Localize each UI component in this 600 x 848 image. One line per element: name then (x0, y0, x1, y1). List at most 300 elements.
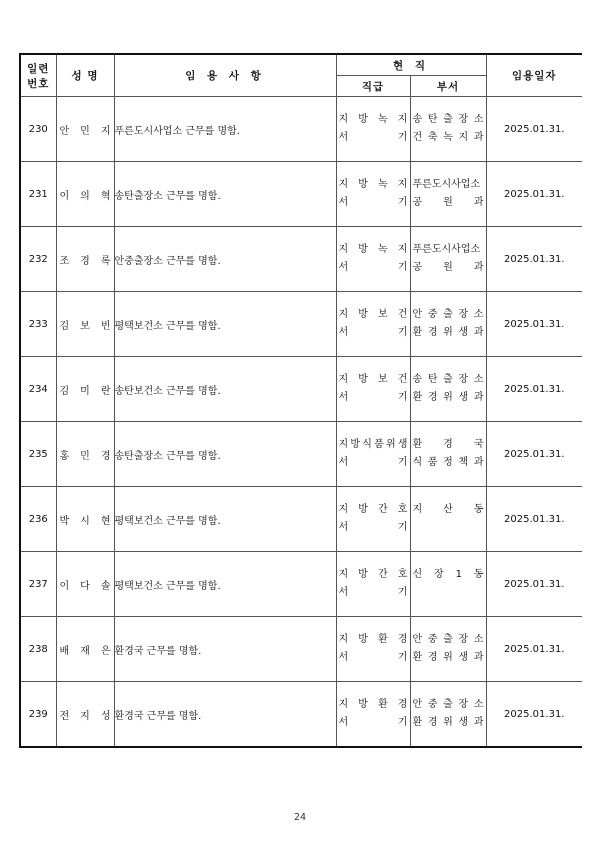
char: 푸른도시사업소 (412, 244, 481, 255)
grade-cell (336, 487, 410, 552)
char: 지 (338, 439, 349, 450)
name-1-text: 다 (80, 580, 90, 592)
char: 출 (443, 309, 453, 320)
grade-line (337, 454, 410, 472)
char: 과 (473, 457, 484, 468)
serial-number-cell (20, 552, 56, 617)
grade-cell (336, 552, 410, 617)
name-2-text: 성 (100, 710, 111, 722)
char: 경 (427, 327, 438, 338)
char: 환 (412, 717, 423, 728)
date-text: 2025.01.31. (504, 708, 565, 720)
duty-text: 평택보건소 근무를 명함. (114, 320, 221, 332)
duty-cell (114, 97, 336, 162)
name-0-text: 배 (59, 645, 70, 657)
no-text: 237 (28, 578, 48, 590)
duty-cell (114, 422, 336, 487)
char: 탄 (427, 374, 438, 385)
char: 생 (458, 652, 469, 663)
duty-cell (114, 617, 336, 682)
name-0-text: 이 (59, 190, 70, 202)
char: 송 (412, 374, 423, 385)
char: 녹 (378, 114, 388, 125)
char: 서 (338, 587, 349, 598)
duty-text: 환경국 근무를 명함. (114, 645, 202, 657)
name-cell (56, 357, 114, 422)
name-1-text: 민 (80, 450, 90, 462)
char: 서 (338, 262, 349, 273)
table-row (20, 357, 582, 422)
table-row (20, 97, 582, 162)
char: 보 (378, 374, 388, 385)
name-1-text: 지 (80, 710, 90, 722)
duty-cell (114, 357, 336, 422)
name-0-text: 조 (59, 255, 70, 267)
grade-line (337, 714, 410, 732)
department-cell (410, 227, 486, 292)
char: 방 (358, 569, 368, 580)
char: 서 (338, 197, 349, 208)
char: 방 (350, 439, 361, 450)
char: 출 (443, 699, 453, 710)
serial-number-cell (20, 357, 56, 422)
char: 기 (397, 717, 408, 728)
char: 출 (443, 374, 453, 385)
date-text: 2025.01.31. (504, 383, 565, 395)
table-row (20, 292, 582, 357)
date-cell (486, 292, 582, 357)
grade-line (337, 436, 410, 454)
char: 과 (473, 327, 484, 338)
dept-line (411, 241, 486, 259)
name-0-text: 안 (59, 125, 70, 137)
department-cell (410, 97, 486, 162)
char: 과 (473, 262, 484, 273)
no-text: 233 (28, 318, 48, 330)
grade-cell (336, 162, 410, 227)
table-row (20, 682, 582, 748)
char: 서 (338, 652, 349, 663)
char: 정 (443, 457, 453, 468)
name-cell (56, 97, 114, 162)
serial-number-cell (20, 227, 56, 292)
char: 경 (427, 717, 438, 728)
char: 과 (473, 132, 484, 143)
name-0-text: 이 (59, 580, 70, 592)
dept-line (411, 501, 486, 519)
grade-line (337, 584, 410, 602)
char: 출 (443, 114, 453, 125)
char: 품 (427, 457, 438, 468)
char: 지 (338, 179, 349, 190)
duty-text: 안중출장소 근무를 명함. (114, 255, 221, 267)
name-1-text: 민 (80, 125, 90, 137)
char: 장 (458, 699, 469, 710)
duty-cell (114, 227, 336, 292)
date-text: 2025.01.31. (504, 513, 565, 525)
duty-cell (114, 162, 336, 227)
char: 장 (458, 114, 469, 125)
grade-cell (336, 292, 410, 357)
char: 위 (443, 652, 453, 663)
char: 원 (443, 197, 453, 208)
char: 방 (358, 699, 368, 710)
dept-line (411, 259, 486, 277)
name-0-text: 김 (59, 320, 70, 332)
dept-line (411, 454, 486, 472)
name-cell (56, 617, 114, 682)
date-cell (486, 97, 582, 162)
dept-line (411, 176, 486, 194)
date-cell (486, 682, 582, 748)
char: 식 (362, 439, 372, 450)
char: 경 (443, 439, 453, 450)
grade-cell (336, 682, 410, 748)
department-cell (410, 292, 486, 357)
name-1-text: 의 (80, 190, 90, 202)
department-cell (410, 357, 486, 422)
char: 1 (455, 569, 462, 580)
dept-line (411, 519, 486, 537)
char: 경 (427, 392, 438, 403)
date-text: 2025.01.31. (504, 643, 565, 655)
char: 보 (378, 309, 388, 320)
char: 경 (427, 652, 438, 663)
char: 위 (385, 439, 396, 450)
duty-text: 평택보건소 근무를 명함. (114, 515, 221, 527)
char: 생 (397, 439, 408, 450)
char: 지 (338, 699, 349, 710)
name-0-text: 박 (59, 515, 70, 527)
dept-line (411, 436, 486, 454)
char: 생 (458, 717, 469, 728)
serial-number-cell (20, 162, 56, 227)
grade-line (337, 501, 410, 519)
duty-cell (114, 292, 336, 357)
char: 장 (458, 309, 469, 320)
duty-cell (114, 552, 336, 617)
char: 소 (473, 114, 484, 125)
char: 지 (412, 504, 423, 515)
serial-number-cell (20, 487, 56, 552)
char: 환 (378, 699, 388, 710)
char: 기 (397, 587, 408, 598)
table-row (20, 227, 582, 292)
header-serial-line1: 일련 (27, 62, 50, 75)
char: 공 (412, 197, 423, 208)
char: 지 (338, 114, 349, 125)
name-0-text: 김 (59, 385, 70, 397)
no-text: 234 (28, 383, 48, 395)
dept-line (411, 696, 486, 714)
char: 환 (412, 652, 423, 663)
char: 위 (443, 327, 453, 338)
table-row (20, 422, 582, 487)
name-1-text: 보 (80, 320, 90, 332)
no-text: 239 (28, 708, 48, 720)
header-grade: 직급 (336, 76, 410, 97)
dept-line (411, 631, 486, 649)
char: 환 (412, 439, 423, 450)
name-2-text: 혁 (100, 190, 111, 202)
char: 서 (338, 327, 349, 338)
char: 중 (427, 634, 438, 645)
char: 방 (358, 114, 368, 125)
no-text: 238 (28, 643, 48, 655)
char: 방 (358, 374, 368, 385)
duty-text: 송탄보건소 근무를 명함. (114, 385, 221, 397)
char: 간 (378, 504, 388, 515)
char: 방 (358, 244, 368, 255)
name-cell (56, 227, 114, 292)
char: 지 (338, 244, 349, 255)
date-cell (486, 227, 582, 292)
name-0-text: 홍 (59, 450, 70, 462)
char: 안 (412, 699, 423, 710)
char: 원 (443, 262, 453, 273)
grade-line (337, 194, 410, 212)
char: 중 (427, 699, 438, 710)
char: 방 (358, 634, 368, 645)
dept-line (411, 584, 486, 602)
name-cell (56, 422, 114, 487)
char: 축 (427, 132, 438, 143)
char: 호 (397, 504, 408, 515)
grade-line (337, 306, 410, 324)
no-text: 232 (28, 253, 48, 265)
char: 서 (338, 392, 349, 403)
char: 안 (412, 634, 423, 645)
grade-line (337, 696, 410, 714)
department-cell (410, 422, 486, 487)
header-name: 성 명 (56, 54, 114, 97)
char: 푸른도시사업소 (412, 179, 481, 190)
serial-number-cell (20, 682, 56, 748)
header-serial-number (20, 54, 56, 97)
dept-line (411, 714, 486, 732)
serial-number-cell (20, 422, 56, 487)
grade-line (337, 389, 410, 407)
department-cell (410, 617, 486, 682)
char: 기 (397, 132, 408, 143)
char: 송 (412, 114, 423, 125)
duty-text: 푸른도시사업소 근무를 명함. (114, 125, 240, 137)
char: 녹 (378, 244, 388, 255)
page-number: 24 (293, 812, 307, 823)
char: 지 (338, 374, 349, 385)
char: 산 (443, 504, 453, 515)
date-text: 2025.01.31. (504, 318, 565, 330)
table-body (20, 97, 582, 748)
no-text: 236 (28, 513, 48, 525)
char: 방 (358, 179, 368, 190)
header-appointment-date: 임용일자 (486, 54, 582, 97)
duty-cell (114, 487, 336, 552)
char: 방 (358, 309, 368, 320)
no-text: 230 (28, 123, 48, 135)
duty-text: 송탄출장소 근무를 명함. (114, 190, 221, 202)
no-text: 235 (28, 448, 48, 460)
name-cell (56, 162, 114, 227)
dept-line (411, 111, 486, 129)
char: 품 (374, 439, 384, 450)
char: 소 (473, 634, 484, 645)
grade-line (337, 519, 410, 537)
date-cell (486, 357, 582, 422)
name-cell (56, 487, 114, 552)
name-2-text: 빈 (100, 320, 111, 332)
name-2-text: 란 (100, 385, 111, 397)
char: 경 (397, 699, 408, 710)
char: 건 (397, 374, 408, 385)
grade-line (337, 566, 410, 584)
name-1-text: 미 (80, 385, 90, 397)
name-cell (56, 292, 114, 357)
char: 공 (412, 262, 423, 273)
char: 신 (412, 569, 423, 580)
name-1-text: 경 (80, 255, 90, 267)
char: 장 (458, 634, 469, 645)
department-cell (410, 487, 486, 552)
grade-line (337, 176, 410, 194)
grade-cell (336, 422, 410, 487)
header-current-position: 현 직 (336, 54, 486, 76)
char: 동 (473, 504, 484, 515)
date-text: 2025.01.31. (504, 448, 565, 460)
name-2-text: 경 (100, 450, 111, 462)
char: 간 (378, 569, 388, 580)
char: 소 (473, 374, 484, 385)
char: 출 (443, 634, 453, 645)
char: 서 (338, 132, 349, 143)
header-duty: 임 용 사 항 (114, 54, 336, 97)
serial-number-cell (20, 292, 56, 357)
dept-line (411, 566, 486, 584)
date-text: 2025.01.31. (504, 188, 565, 200)
date-cell (486, 422, 582, 487)
table-row (20, 552, 582, 617)
char: 식 (412, 457, 423, 468)
name-2-text: 은 (100, 645, 111, 657)
char: 지 (338, 504, 349, 515)
name-2-text: 현 (100, 515, 111, 527)
dept-line (411, 306, 486, 324)
char: 기 (397, 392, 408, 403)
char: 소 (473, 699, 484, 710)
char: 서 (338, 457, 349, 468)
name-cell (56, 552, 114, 617)
char: 생 (458, 392, 469, 403)
char: 장 (458, 374, 469, 385)
no-text: 231 (28, 188, 48, 200)
name-0-text: 전 (59, 710, 70, 722)
grade-cell (336, 97, 410, 162)
name-2-text: 솔 (100, 580, 111, 592)
char: 기 (397, 197, 408, 208)
char: 지 (397, 114, 408, 125)
char: 경 (397, 634, 408, 645)
char: 위 (443, 717, 453, 728)
grade-cell (336, 227, 410, 292)
date-cell (486, 487, 582, 552)
table-row (20, 487, 582, 552)
char: 과 (473, 652, 484, 663)
date-text: 2025.01.31. (504, 253, 565, 265)
char: 지 (338, 569, 349, 580)
char: 지 (338, 634, 349, 645)
char: 서 (338, 522, 349, 533)
serial-number-cell (20, 617, 56, 682)
dept-line (411, 389, 486, 407)
char: 호 (397, 569, 408, 580)
char: 건 (397, 309, 408, 320)
char: 과 (473, 197, 484, 208)
char: 서 (338, 717, 349, 728)
char: 기 (397, 327, 408, 338)
grade-cell (336, 617, 410, 682)
name-1-text: 시 (80, 515, 90, 527)
name-1-text: 재 (80, 645, 90, 657)
char: 환 (412, 327, 423, 338)
department-cell (410, 682, 486, 748)
char: 위 (443, 392, 453, 403)
date-cell (486, 617, 582, 682)
duty-text: 환경국 근무를 명함. (114, 710, 202, 722)
char: 생 (458, 327, 469, 338)
char: 기 (397, 522, 408, 533)
dept-line (411, 324, 486, 342)
char: 기 (397, 457, 408, 468)
char: 지 (397, 244, 408, 255)
duty-cell (114, 682, 336, 748)
serial-number-cell (20, 97, 56, 162)
char: 안 (412, 309, 423, 320)
name-2-text: 록 (100, 255, 111, 267)
grade-line (337, 129, 410, 147)
char: 녹 (443, 132, 453, 143)
department-cell (410, 552, 486, 617)
char: 환 (378, 634, 388, 645)
char: 건 (412, 132, 423, 143)
char: 환 (412, 392, 423, 403)
table-row (20, 617, 582, 682)
dept-line (411, 371, 486, 389)
grade-line (337, 371, 410, 389)
grade-line (337, 649, 410, 667)
dept-line (411, 129, 486, 147)
dept-line (411, 649, 486, 667)
char: 동 (473, 569, 484, 580)
char: 소 (473, 309, 484, 320)
char: 지 (458, 132, 469, 143)
char: 과 (473, 717, 484, 728)
char: 책 (458, 457, 469, 468)
name-cell (56, 682, 114, 748)
header-department: 부서 (410, 76, 486, 97)
char: 기 (397, 652, 408, 663)
duty-text: 송탄출장소 근무를 명함. (114, 450, 221, 462)
char: 지 (397, 179, 408, 190)
char: 기 (397, 262, 408, 273)
duty-text: 평택보건소 근무를 명함. (114, 580, 221, 592)
appointment-table (19, 53, 582, 748)
grade-line (337, 324, 410, 342)
char: 녹 (378, 179, 388, 190)
grade-line (337, 241, 410, 259)
char: 지 (338, 309, 349, 320)
char: 탄 (427, 114, 438, 125)
grade-cell (336, 357, 410, 422)
